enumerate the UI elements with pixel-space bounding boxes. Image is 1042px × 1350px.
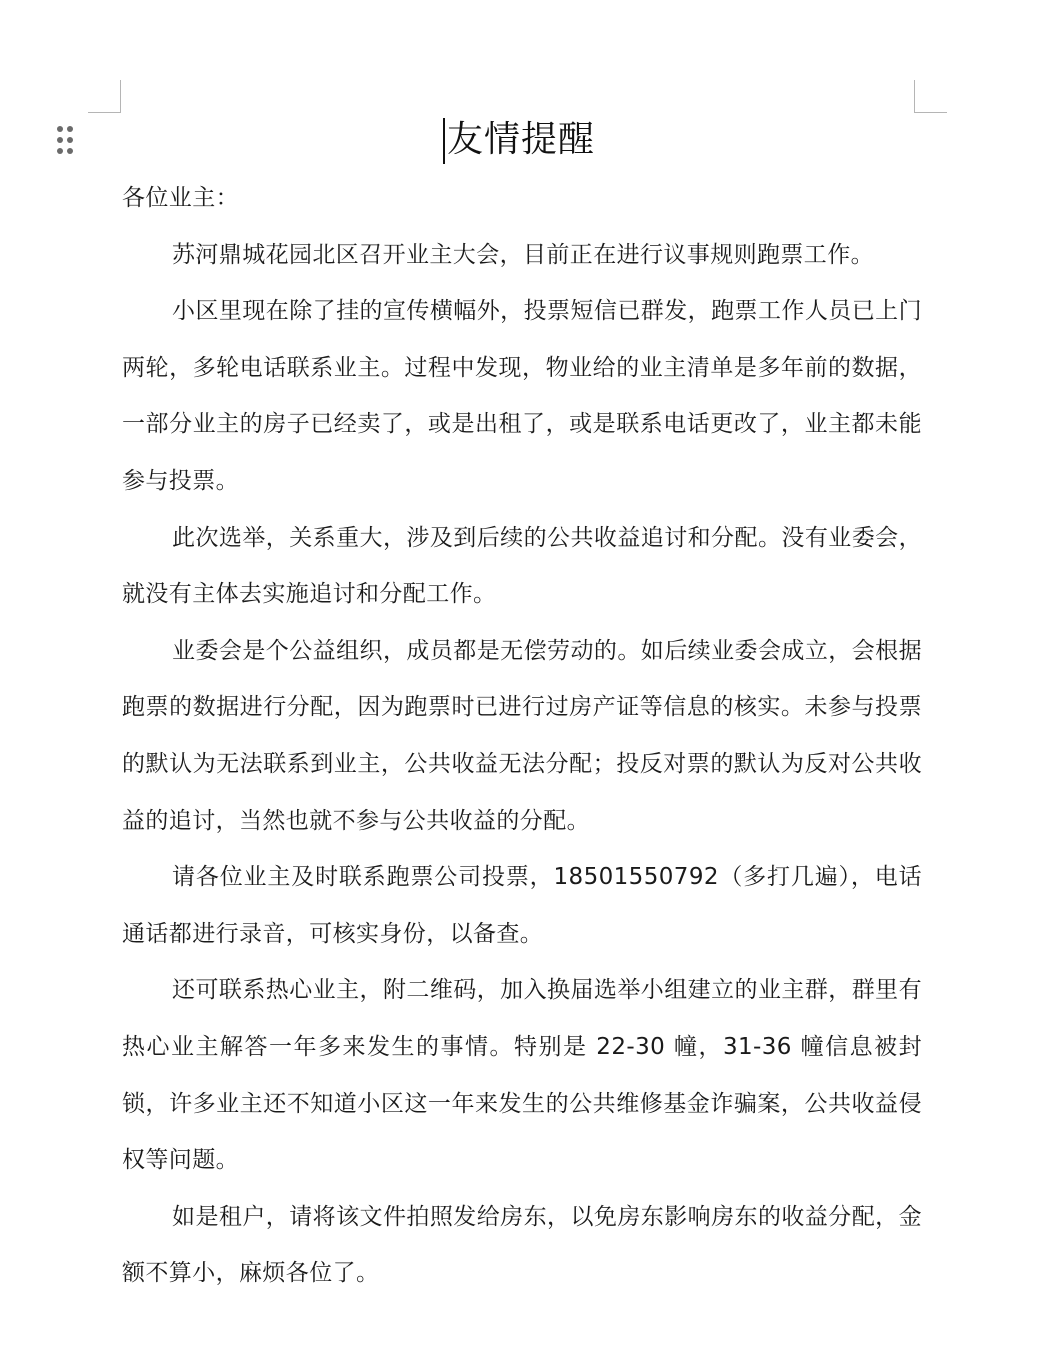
paragraph-1: 苏河鼎城花园北区召开业主大会，目前正在进行议事规则跑票工作。 <box>172 241 874 268</box>
text-cursor <box>443 118 445 164</box>
margin-mark-top-left <box>88 80 121 113</box>
margin-mark-top-right <box>914 80 947 113</box>
paragraph-6: 还可联系热心业主，附二维码，加入换届选举小组建立的业主群，群里有热心业主解答一年多来发生的事情。特别是 22-30 幢，31-36 幢信息被封锁，许多业主还不知道小区这一年来发生的公共维修基金诈骗案，公共收益侵权等问题。 <box>122 977 922 1174</box>
paragraph-4: 业委会是个公益组织，成员都是无偿劳动的。如后续业委会成立，会根据跑票的数据进行分配，因为跑票时已进行过房产证等信息的核实。未参与投票的默认为无法联系到业主，公共收益无法分配；投反对票的默认为反对公共收益的追讨，当然也就不参与公共收益的分配。 <box>122 637 922 834</box>
title-container <box>0 112 1042 168</box>
paragraph-3: 此次选举，关系重大，涉及到后续的公共收益追讨和分配。没有业委会，就没有主体去实施追讨和分配工作。 <box>122 524 922 608</box>
document-body[interactable] <box>122 170 922 1302</box>
paragraph-2: 小区里现在除了挂的宣传横幅外，投票短信已群发，跑票工作人员已上门两轮，多轮电话联系业主。过程中发现，物业给的业主清单是多年前的数据，一部分业主的房子已经卖了，或是出租了，或是联系电话更改了，业主都未能参与投票。 <box>122 298 922 494</box>
document-title: 友情提醒 <box>446 119 595 160</box>
paragraph-5: 请各位业主及时联系跑票公司投票，18501550792（多打几遍），电话通话都进行录音，可核实身份，以备查。 <box>122 864 922 947</box>
document-title-editable[interactable] <box>447 112 595 168</box>
greeting: 各位业主： <box>122 185 239 211</box>
paragraph-7: 如是租户，请将该文件拍照发给房东，以免房东影响房东的收益分配，金额不算小，麻烦各位了。 <box>122 1203 922 1287</box>
